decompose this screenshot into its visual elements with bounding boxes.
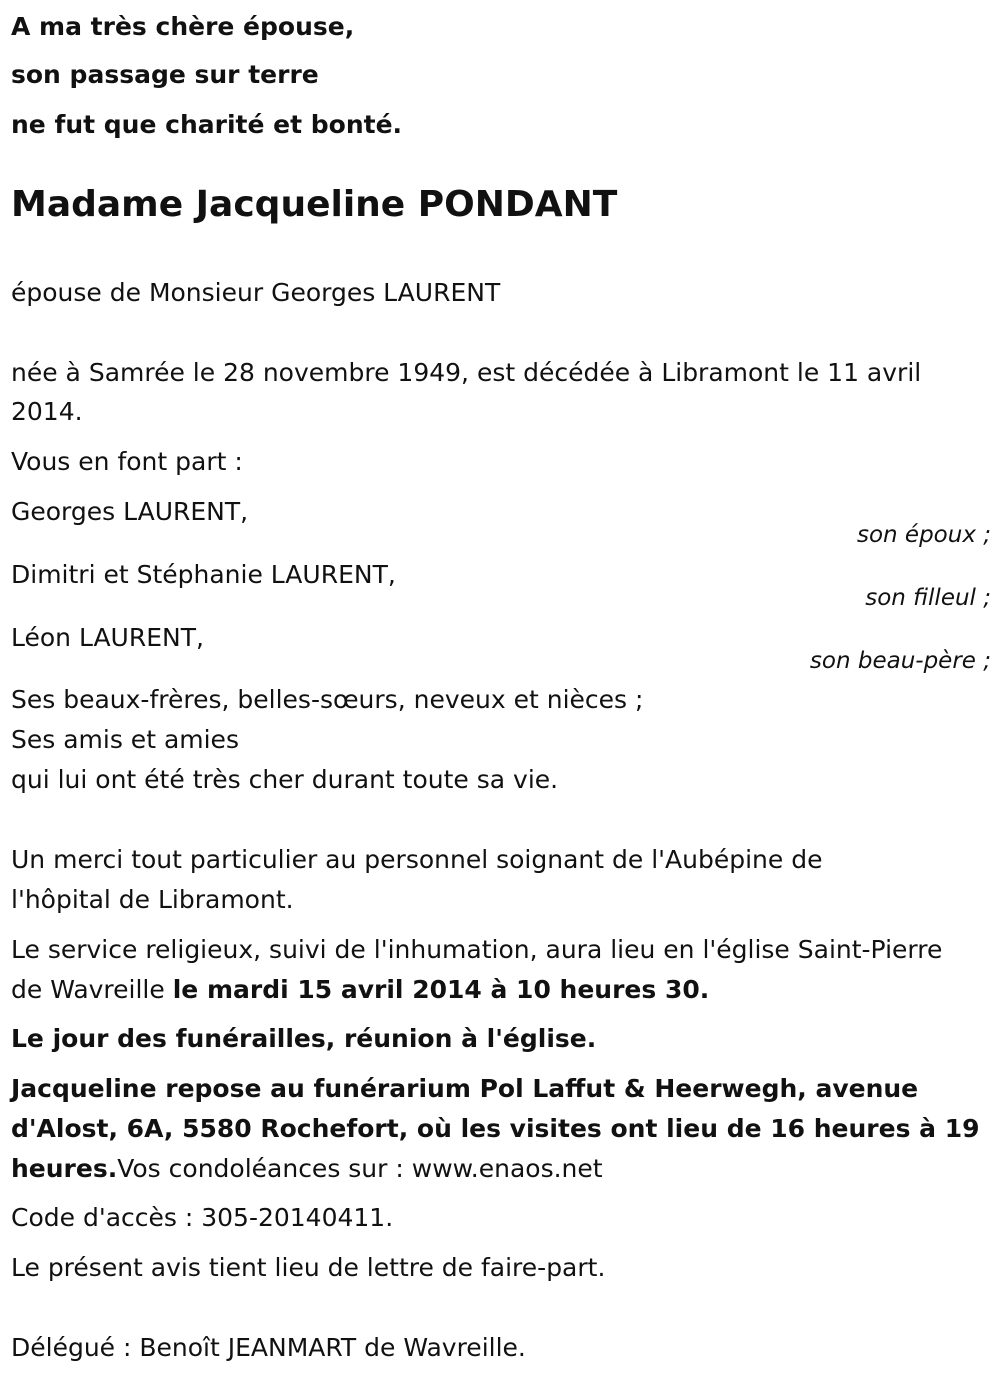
family-member-name: Georges LAURENT, [11, 497, 249, 526]
dedication-line-3: ne fut que charité et bonté. [11, 110, 403, 139]
others-line-2: Ses amis et amies [11, 725, 239, 754]
access-code: Code d'accès : 305-20140411. [11, 1203, 394, 1232]
funeral-meeting: Le jour des funérailles, réunion à l'église. [11, 1024, 597, 1053]
thanks-line-2: l'hôpital de Libramont. [11, 885, 294, 914]
service-datetime: le mardi 15 avril 2014 à 10 heures 30. [172, 975, 710, 1004]
funerarium-line-2: d'Alost, 6A, 5580 Rochefort, où les visites ont lieu de 16 heures à 19 [11, 1114, 980, 1143]
notice-line: Le présent avis tient lieu de lettre de faire-part. [11, 1253, 606, 1282]
service-line-1: Le service religieux, suivi de l'inhumation, aura lieu en l'église Saint-Pierre [11, 935, 943, 964]
announce-intro: Vous en font part : [11, 447, 243, 476]
service-place: de Wavreille [11, 975, 173, 1004]
dedication-line-1: A ma très chère épouse, [11, 12, 355, 41]
spouse-line: épouse de Monsieur Georges LAURENT [11, 278, 501, 307]
birth-death-line-1: née à Samrée le 28 novembre 1949, est décédée à Libramont le 11 avril [11, 358, 922, 387]
service-line-2 [11, 970, 709, 1010]
family-member-relation: son époux ; [856, 522, 991, 548]
family-member-name: Léon LAURENT, [11, 623, 204, 652]
funerarium-line-3 [11, 1149, 603, 1189]
dedication-line-2: son passage sur terre [11, 60, 319, 89]
thanks-line-1: Un merci tout particulier au personnel soignant de l'Aubépine de [11, 845, 823, 874]
funerarium-line-1: Jacqueline repose au funérarium Pol Laffut & Heerwegh, avenue [11, 1074, 919, 1103]
delegate-line: Délégué : Benoît JEANMART de Wavreille. [11, 1333, 526, 1362]
family-member-name: Dimitri et Stéphanie LAURENT, [11, 560, 396, 589]
deceased-name: Madame Jacqueline PONDANT [11, 184, 618, 225]
others-line-1: Ses beaux-frères, belles-sœurs, neveux et nièces ; [11, 685, 644, 714]
condolences-link: Vos condoléances sur : www.enaos.net [117, 1154, 603, 1183]
birth-death-line-2: 2014. [11, 397, 83, 426]
others-line-3: qui lui ont été très cher durant toute sa vie. [11, 765, 559, 794]
family-member-relation: son filleul ; [865, 585, 991, 611]
family-member-relation: son beau-père ; [809, 648, 991, 674]
funerarium-hours-end: heures. [11, 1154, 118, 1183]
